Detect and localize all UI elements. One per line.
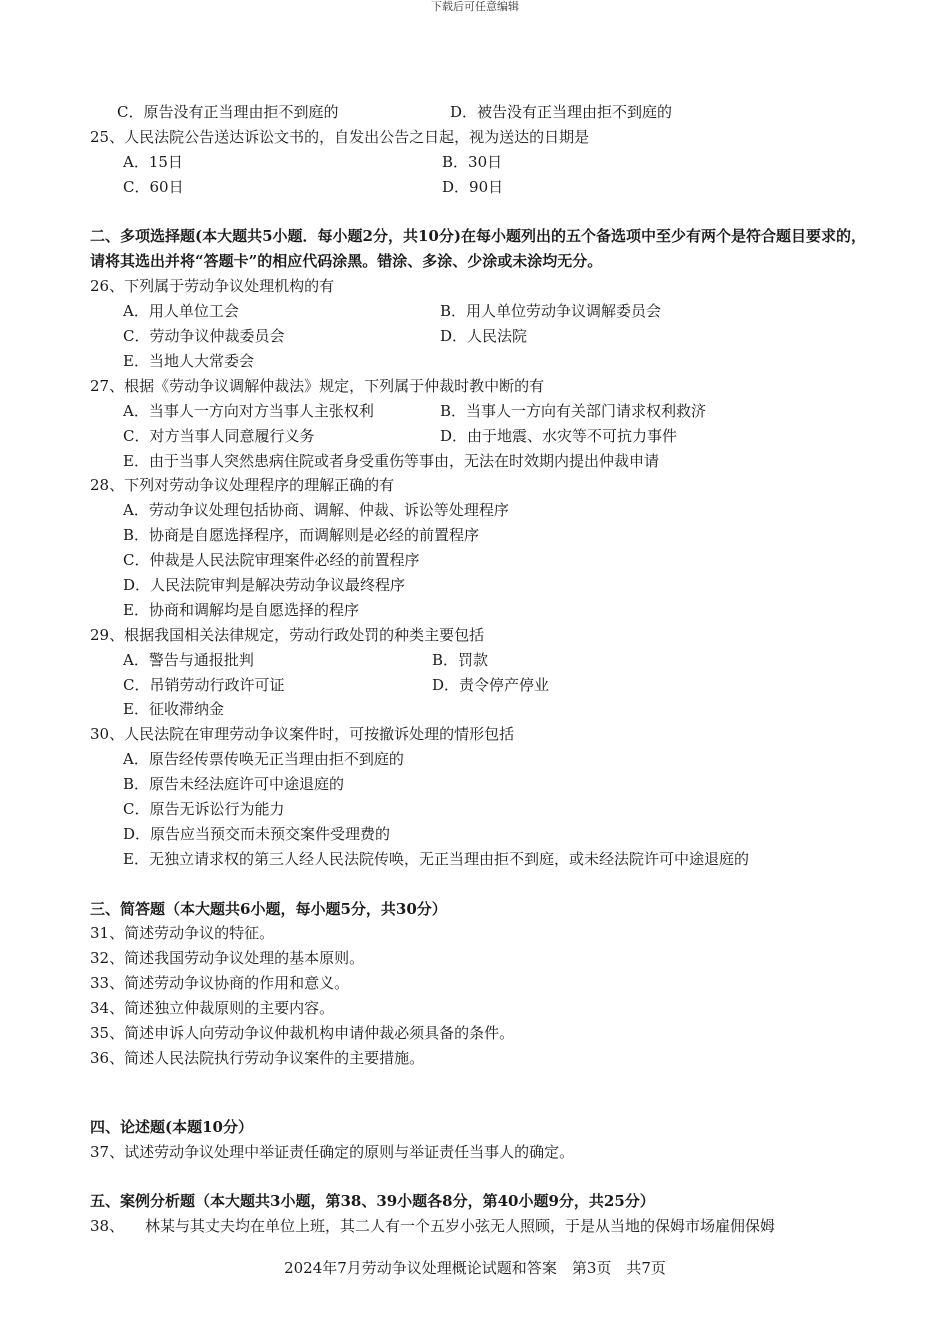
q26-options-ab — [90, 299, 870, 324]
q26-option-b: B．用人单位劳动争议调解委员会 — [440, 302, 662, 321]
q27-options-cd — [90, 424, 870, 449]
q26-option-a: A．用人单位工会 — [123, 302, 239, 321]
q38-text: 林某与其丈夫均在单位上班，其二人有一个五岁小弦无人照顾，于是从当地的保姆市场雇佣保姆 — [145, 1217, 776, 1236]
page-footer: 2024年7月劳动争议处理概论试题和答案 第3页 共7页 — [284, 1259, 666, 1277]
q25-options-ab — [90, 150, 870, 175]
q27-option-c: C．对方当事人同意履行义务 — [123, 426, 315, 445]
spacer — [90, 1071, 870, 1115]
q26-option-d: D．人民法院 — [440, 327, 528, 346]
q30-option-b: B．原告未经法庭许可中途退庭的 — [123, 775, 345, 794]
q24-options-cd — [90, 100, 870, 125]
q24-option-d: D．被告没有正当理由拒不到庭的 — [450, 103, 673, 121]
q25-stem: 25、人民法院公告送达诉讼文书的，自发出公告之日起，视为送达的日期是 — [90, 127, 590, 146]
q33: 33、简述劳动争议协商的作用和意义。 — [90, 974, 350, 993]
q29-option-b: B．罚款 — [432, 650, 489, 669]
spacer — [90, 200, 870, 225]
q27-option-a: A．当事人一方向对方当事人主张权利 — [123, 401, 374, 420]
q28-stem: 28、下列对劳动争议处理程序的理解正确的有 — [90, 476, 395, 495]
q26-stem: 26、下列属于劳动争议处理机构的有 — [90, 277, 335, 296]
section2-heading: 二、多项选择题(本大题共5小题．每小题2分，共10分)在每小题列出的五个备选项中至少有两个是符合题目要求的，请将其选出并将“答题卡”的相应代码涂黑。错涂、多涂、少涂或未涂均无分。 — [90, 227, 866, 271]
q34: 34、简述独立仲裁原则的主要内容。 — [90, 999, 335, 1018]
q27-option-d: D．由于地震、水灾等不可抗力事件 — [440, 426, 678, 445]
top-note: 下载后可任意编辑 — [431, 0, 519, 13]
q32: 32、简述我国劳动争议处理的基本原则。 — [90, 949, 365, 968]
q30-option-c: C．原告无诉讼行为能力 — [123, 799, 285, 818]
q29-options-cd — [90, 673, 870, 698]
q30-option-d: D．原告应当预交而未预交案件受理费的 — [123, 824, 391, 843]
q25-option-d: D．90日 — [442, 177, 504, 196]
q30-option-e: E．无独立请求权的第三人经人民法院传唤，无正当理由拒不到庭，或未经法院许可中途退庭的 — [123, 849, 749, 868]
section4-heading: 四、论述题(本题10分） — [90, 1117, 253, 1136]
q24-option-c: C．原告没有正当理由拒不到庭的 — [117, 103, 339, 121]
q25-options-cd — [90, 175, 870, 200]
q30-option-a: A．原告经传票传唤无正当理由拒不到庭的 — [123, 750, 404, 769]
q25-option-c: C．60日 — [123, 177, 184, 196]
exam-content — [90, 100, 870, 1239]
section5-heading: 五、案例分析题（本大题共3小题，第38、39小题各8分，第40小题9分，共25分） — [90, 1192, 655, 1211]
q28-option-e: E．协商和调解均是自愿选择的程序 — [123, 600, 359, 619]
q29-option-e: E．征收滞纳金 — [123, 700, 224, 719]
q38-number: 38、 — [90, 1217, 125, 1236]
q27-option-b: B．当事人一方向有关部门请求权利救济 — [440, 401, 707, 420]
q37: 37、试述劳动争议处理中举证责任确定的原则与举证责任当事人的确定。 — [90, 1142, 575, 1161]
q35: 35、简述申诉人向劳动争议仲裁机构申请仲裁必须具备的条件。 — [90, 1024, 515, 1042]
spacer — [90, 1165, 870, 1190]
q28-option-a: A．劳动争议处理包括协商、调解、仲裁、诉讼等处理程序 — [123, 501, 509, 520]
q30-stem: 30、人民法院在审理劳动争议案件时，可按撤诉处理的情形包括 — [90, 725, 515, 744]
q29-options-ab — [90, 648, 870, 673]
q26-option-c: C．劳动争议仲裁委员会 — [123, 327, 285, 346]
q31: 31、简述劳动争议的特征。 — [90, 924, 275, 943]
q27-option-e: E．由于当事人突然患病住院或者身受重伤等事由，无法在时效期内提出仲裁申请 — [123, 451, 659, 470]
q29-option-c: C．吊销劳动行政许可证 — [123, 675, 285, 694]
q36: 36、简述人民法院执行劳动争议案件的主要措施。 — [90, 1048, 425, 1067]
q29-option-a: A．警告与通报批判 — [123, 650, 254, 669]
q28-option-d: D．人民法院审判是解决劳动争议最终程序 — [123, 575, 406, 594]
q25-option-a: A．15日 — [123, 152, 183, 171]
q26-options-cd — [90, 324, 870, 349]
q27-options-ab — [90, 399, 870, 424]
section3-heading: 三、简答题（本大题共6小题，每小题5分，共30分） — [90, 899, 447, 918]
q25-option-b: B．30日 — [442, 152, 503, 171]
spacer — [90, 872, 870, 897]
q28-option-b: B．协商是自愿选择程序，而调解则是必经的前置程序 — [123, 526, 480, 545]
q28-option-c: C．仲裁是人民法院审理案件必经的前置程序 — [123, 551, 420, 570]
q38-line — [90, 1214, 870, 1239]
q26-option-e: E．当地人大常委会 — [123, 351, 254, 370]
q29-option-d: D．责令停产停业 — [432, 675, 550, 694]
q29-stem: 29、根据我国相关法律规定，劳动行政处罚的种类主要包括 — [90, 625, 485, 644]
q27-stem: 27、根据《劳动争议调解仲裁法》规定，下列属于仲裁时教中断的有 — [90, 376, 545, 395]
